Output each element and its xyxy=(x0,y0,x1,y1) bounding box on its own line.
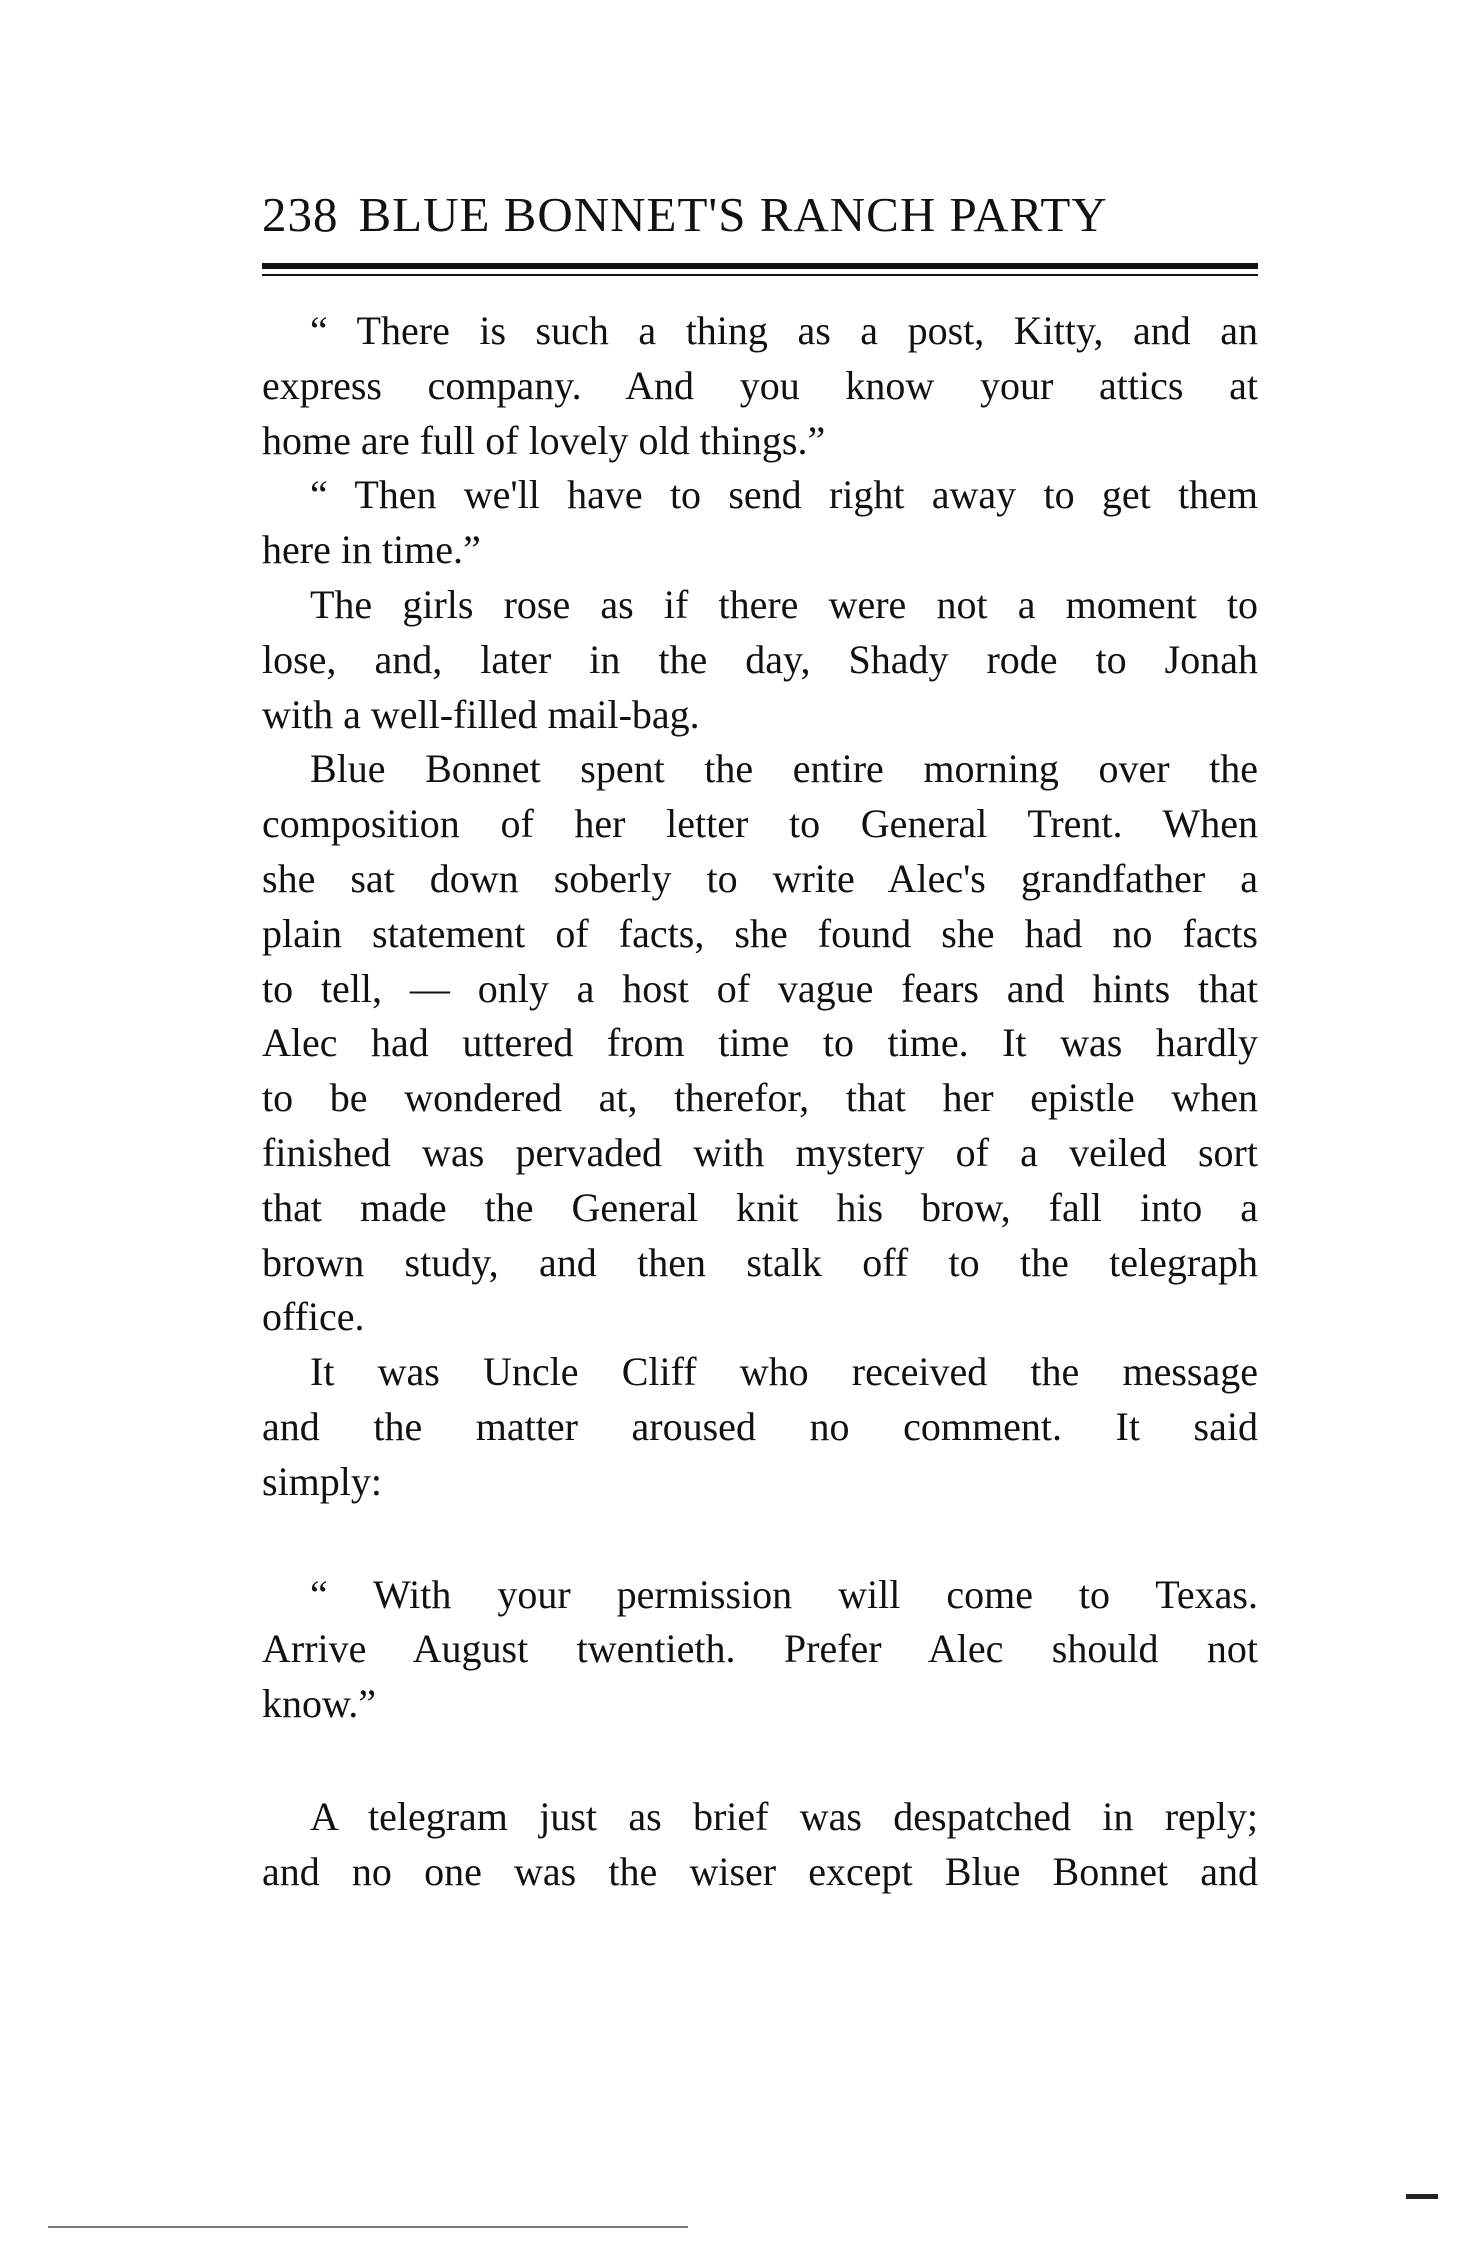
text-line: plain statement of facts, she found she had no facts xyxy=(262,910,1258,956)
running-title: BLUE BONNET'S RANCH PARTY xyxy=(358,187,1108,242)
text-line: It was Uncle Cliff who received the message xyxy=(310,1349,1258,1395)
page-number: 238 xyxy=(262,187,339,242)
text-line: “ With your permission will come to Texas. xyxy=(310,1571,1258,1617)
text-line: home are full of lovely old things.” xyxy=(262,417,826,463)
paragraph-4 xyxy=(262,742,1258,1345)
text-line: she sat down soberly to write Alec's grandfather a xyxy=(262,855,1258,901)
text-line: to tell, — only a host of vague fears and hints that xyxy=(262,965,1258,1011)
text-line: here in time.” xyxy=(262,527,481,573)
text-line: simply: xyxy=(262,1458,383,1504)
text-line: lose, and, later in the day, Shady rode to Jonah xyxy=(262,636,1258,682)
text-line: A telegram just as brief was despatched in reply; xyxy=(310,1793,1258,1839)
paragraph-1 xyxy=(262,304,1258,468)
text-line: with a well-filled mail-bag. xyxy=(262,691,700,737)
body-text xyxy=(262,304,1258,1900)
text-line: brown study, and then stalk off to the telegraph xyxy=(262,1239,1258,1285)
header-rule-thick xyxy=(262,263,1258,269)
text-line: office. xyxy=(262,1294,365,1340)
scan-edge-line xyxy=(48,2226,688,2228)
text-line: Arrive August twentieth. Prefer Alec should not xyxy=(262,1626,1258,1672)
paragraph-5 xyxy=(262,1345,1258,1509)
text-line: The girls rose as if there were not a moment to xyxy=(310,581,1258,627)
text-line: to be wondered at, therefor, that her epistle when xyxy=(262,1075,1258,1121)
paragraph-3 xyxy=(262,578,1258,742)
spacer xyxy=(262,1732,1258,1790)
text-line: “ Then we'll have to send right away to get them xyxy=(310,472,1258,518)
text-line: composition of her letter to General Trent. When xyxy=(262,801,1258,847)
header-rule-thin xyxy=(262,274,1258,276)
text-line: know.” xyxy=(262,1681,377,1727)
spacer xyxy=(262,1510,1258,1568)
text-line: Blue Bonnet spent the entire morning over the xyxy=(310,746,1258,792)
text-line: that made the General knit his brow, fall into a xyxy=(262,1184,1258,1230)
text-line: and no one was the wiser except Blue Bonnet and xyxy=(262,1848,1258,1894)
paragraph-2 xyxy=(262,468,1258,578)
paragraph-7 xyxy=(262,1790,1258,1900)
telegram-paragraph xyxy=(262,1568,1258,1732)
text-line: finished was pervaded with mystery of a veiled sort xyxy=(262,1129,1258,1175)
text-line: Alec had uttered from time to time. It was hardly xyxy=(262,1020,1258,1066)
text-line: and the matter aroused no comment. It said xyxy=(262,1403,1258,1449)
text-line: express company. And you know your attics at xyxy=(262,362,1258,408)
running-head xyxy=(262,187,1262,242)
scan-corner-mark xyxy=(1406,2194,1438,2199)
text-line: “ There is such a thing as a post, Kitty, and an xyxy=(310,308,1258,353)
